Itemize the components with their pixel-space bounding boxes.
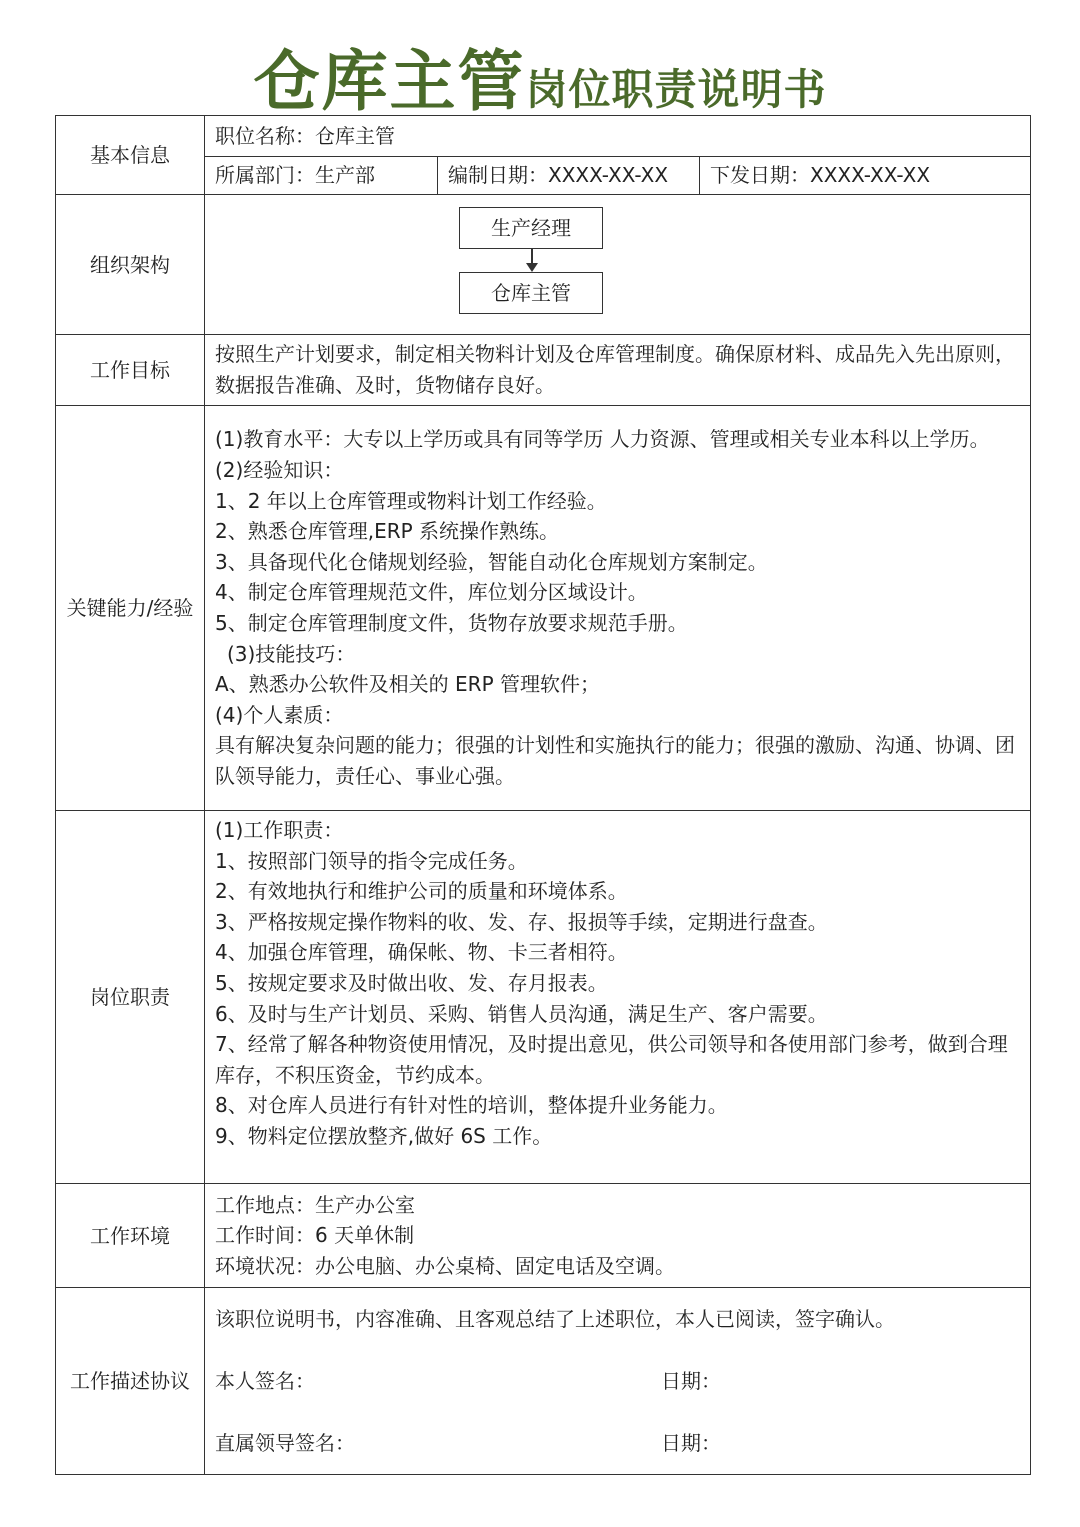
goal-label: 工作目标: [56, 335, 205, 406]
goal-text: 按照生产计划要求，制定相关物料计划及仓库管理制度。确保原材料、成品先入先出原则，数据报告准确、及时，货物储存良好。: [205, 335, 1031, 406]
page-title: [0, 28, 1080, 123]
duty-line: 9、物料定位摆放整齐,做好 6S 工作。: [215, 1123, 553, 1148]
duty-line: 7、经常了解各种物资使用情况，及时提出意见，供公司领导和各使用部门参考，做到合理库存，不积压资金，节约成本。: [215, 1032, 1008, 1087]
compile-date: 编制日期：XXXX-XX-XX: [438, 157, 700, 195]
abilities-content: [205, 406, 1031, 811]
ability-line: 1、2 年以上仓库管理或物料计划工作经验。: [215, 488, 607, 513]
ability-line: (3)技能技巧：: [227, 641, 356, 666]
duty-line: 6、及时与生产计划员、采购、销售人员沟通，满足生产、客户需要。: [215, 1001, 828, 1026]
abilities-label: 关键能力/经验: [56, 406, 205, 811]
duty-line: 4、加强仓库管理，确保帐、物、卡三者相符。: [215, 940, 628, 965]
work-conditions: 环境状况：办公电脑、办公桌椅、固定电话及空调。: [215, 1253, 675, 1278]
down-arrow-icon: [526, 263, 538, 272]
org-label: 组织架构: [56, 195, 205, 335]
ability-line: 2、熟悉仓库管理,ERP 系统操作熟练。: [215, 519, 560, 544]
ability-line: (2)经验知识：: [215, 458, 344, 483]
self-sign-row: [215, 1350, 1020, 1412]
ability-line: 具有解决复杂问题的能力；很强的计划性和实施执行的能力；很强的激励、沟通、协调、团队领导能力，责任心、事业心强。: [215, 733, 1015, 788]
ability-line: (1)教育水平：大专以上学历或具有同等学历 人力资源、管理或相关专业本科以上学历。: [215, 427, 990, 452]
org-box-superior: 生产经理: [459, 207, 603, 249]
agreement-statement: 该职位说明书，内容准确、且客观总结了上述职位，本人已阅读，签字确认。: [215, 1307, 895, 1331]
duty-line: 1、按照部门领导的指令完成任务。: [215, 848, 528, 873]
org-chart: [205, 195, 1030, 334]
job-description-table: [55, 115, 1031, 1475]
duties-label: 岗位职责: [56, 811, 205, 1184]
issue-date: 下发日期：XXXX-XX-XX: [700, 157, 1031, 195]
self-sign-date-label: 日期：: [661, 1369, 721, 1393]
leader-sign-row: [215, 1412, 1020, 1474]
duty-line: 5、按规定要求及时做出收、发、存月报表。: [215, 970, 608, 995]
position-name: 职位名称：仓库主管: [205, 116, 1031, 157]
agreement-label: 工作描述协议: [56, 1288, 205, 1475]
work-place: 工作地点：生产办公室: [215, 1192, 415, 1217]
duties-content: [205, 811, 1031, 1184]
self-sign-label: 本人签名：: [215, 1369, 315, 1393]
duty-line: 3、严格按规定操作物料的收、发、存、报损等手续，定期进行盘查。: [215, 909, 828, 934]
environment-label: 工作环境: [56, 1184, 205, 1288]
agreement-content: [205, 1288, 1031, 1475]
environment-content: [205, 1184, 1031, 1288]
duty-line: (1)工作职责：: [215, 818, 344, 842]
ability-line: (4)个人素质：: [215, 702, 344, 727]
leader-sign-label: 直属领导签名：: [215, 1431, 355, 1455]
org-chart-cell: [205, 195, 1031, 335]
department: 所属部门：生产部: [205, 157, 438, 195]
ability-line: 4、制定仓库管理规范文件，库位划分区域设计。: [215, 580, 648, 605]
agreement-statement-row: [215, 1288, 1020, 1350]
duty-line: 2、有效地执行和维护公司的质量和环境体系。: [215, 879, 628, 904]
title-main: 仓库主管: [253, 43, 526, 120]
duty-line: 8、对仓库人员进行有针对性的培训，整体提升业务能力。: [215, 1093, 728, 1118]
ability-line: 5、制定仓库管理制度文件，货物存放要求规范手册。: [215, 611, 688, 635]
basic-info-label: 基本信息: [56, 116, 205, 195]
ability-line: A、熟悉办公软件及相关的 ERP 管理软件；: [215, 672, 600, 697]
leader-sign-date-label: 日期：: [661, 1431, 721, 1455]
title-sub: 岗位职责说明书: [525, 65, 827, 114]
ability-line: 3、具备现代化仓储规划经验，智能自动化仓库规划方案制定。: [215, 549, 768, 574]
org-box-position: 仓库主管: [459, 272, 603, 314]
work-time: 工作时间：6 天单休制: [215, 1223, 415, 1248]
